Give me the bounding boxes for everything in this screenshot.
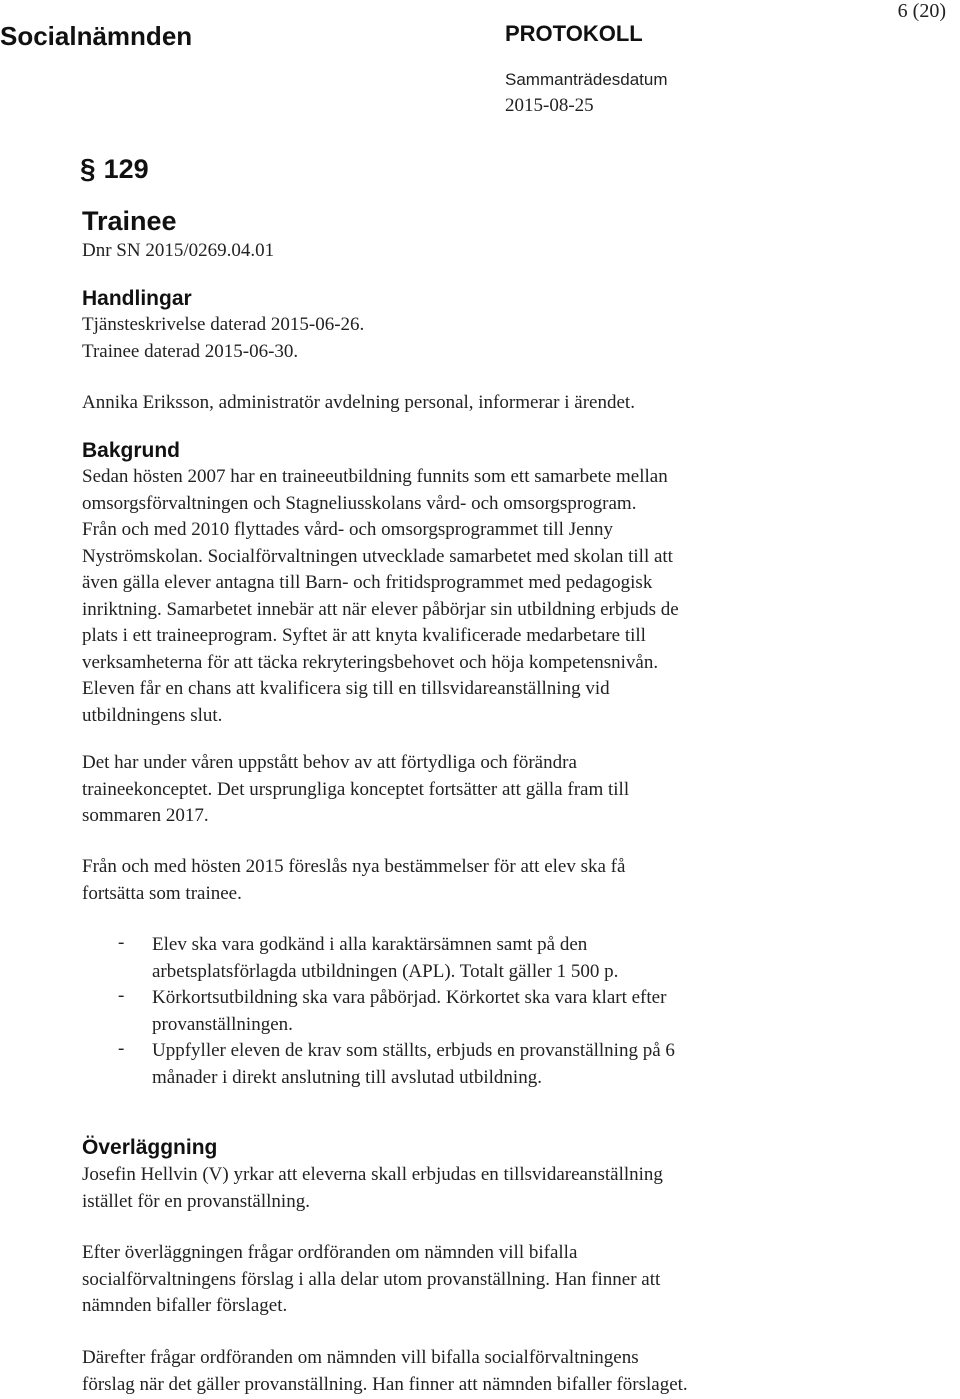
text-line: Från och med 2010 flyttades vård- och omsorgsprogrammet till Jenny <box>82 519 614 540</box>
paragraph-number-value: 129 <box>103 154 149 184</box>
list-item <box>82 985 942 1038</box>
list-item <box>82 932 942 985</box>
text-line: nämnden bifaller förslaget. <box>82 1295 288 1316</box>
dash-bullet-icon: - <box>118 1038 125 1059</box>
text-line: Det har under våren uppstått behov av att förtydliga och förändra <box>82 752 577 773</box>
text-line: fortsätta som trainee. <box>82 882 242 904</box>
section-heading-handlingar: Handlingar <box>82 287 192 310</box>
text-line: Från och med hösten 2015 föreslås nya bestämmelser för att elev ska få <box>82 856 626 877</box>
informant-line: Annika Eriksson, administratör avdelning personal, informerar i ärendet. <box>82 392 635 413</box>
case-reference: Dnr SN 2015/0269.04.01 <box>82 240 275 261</box>
text-line: verksamheterna för att täcka rekryteringsbehovet och höja kompetensnivån. <box>82 651 659 673</box>
bakgrund-paragraph-2 <box>82 750 942 830</box>
text-line: Körkortsutbildning ska vara påbörjad. Körkortet ska vara klart efter <box>152 987 667 1008</box>
section-sign-icon: § <box>80 153 96 184</box>
text-line: förslag när det gäller provanställning. Han finner att nämnden bifaller förslaget. <box>82 1373 688 1395</box>
text-line: Efter överläggningen frågar ordföranden om nämnden vill bifalla <box>82 1242 578 1263</box>
document-line: Trainee daterad 2015-06-30. <box>82 341 299 362</box>
text-line: socialförvaltningens förslag i alla delar utom provanställning. Han finner att <box>82 1268 661 1290</box>
text-line: provanställningen. <box>152 1013 293 1035</box>
bakgrund-paragraph-3 <box>82 854 942 907</box>
text-line: arbetsplatsförlagda utbildningen (APL). Totalt gäller 1 500 p. <box>152 960 619 982</box>
overlaggning-paragraph-1 <box>82 1162 942 1215</box>
text-line: Därefter frågar ordföranden om nämnden vill bifalla socialförvaltningens <box>82 1347 639 1368</box>
section-heading-bakgrund: Bakgrund <box>82 439 181 462</box>
text-line: omsorgsförvaltningen och Stagneliusskolans vård- och omsorgsprogram. <box>82 492 637 514</box>
document-type: PROTOKOLL <box>505 21 643 46</box>
bakgrund-paragraph-1 <box>82 464 942 729</box>
text-line: utbildningens slut. <box>82 704 223 726</box>
list-item <box>82 1038 942 1091</box>
text-line: sommaren 2017. <box>82 805 209 826</box>
page-number: 6 (20) <box>897 0 946 22</box>
case-title: Trainee <box>82 206 177 236</box>
document-line: Tjänsteskrivelse daterad 2015-06-26. <box>82 314 365 335</box>
text-line: istället för en provanställning. <box>82 1190 310 1212</box>
text-line: Eleven får en chans att kvalificera sig till en tillsvidareanställning vid <box>82 678 610 699</box>
requirement-list <box>82 932 942 1091</box>
paragraph-number <box>80 153 149 185</box>
text-line: Josefin Hellvin (V) yrkar att eleverna skall erbjudas en tillsvidareanställning <box>82 1164 663 1185</box>
text-line: Nyströmskolan. Socialförvaltningen utvecklade samarbetet med skolan till att <box>82 545 673 567</box>
text-line: Uppfyller eleven de krav som ställts, erbjuds en provanställning på 6 <box>152 1040 675 1061</box>
overlaggning-paragraph-2 <box>82 1240 942 1320</box>
organization-name: Socialnämnden <box>0 21 193 51</box>
section-heading-overlaggning: Överläggning <box>82 1136 218 1159</box>
text-line: plats i ett traineeprogram. Syftet är att knyta kvalificerade medarbetare till <box>82 625 646 646</box>
text-line: Sedan hösten 2007 har en traineeutbildning funnits som ett samarbete mellan <box>82 466 668 487</box>
text-line: Elev ska vara godkänd i alla karaktärsämnen samt på den <box>152 934 588 955</box>
dash-bullet-icon: - <box>118 985 125 1006</box>
text-line: även gälla elever antagna till Barn- och fritidsprogrammet med pedagogisk <box>82 572 653 593</box>
dash-bullet-icon: - <box>118 932 125 953</box>
overlaggning-paragraph-3 <box>82 1345 942 1398</box>
meeting-date-value: 2015-08-25 <box>505 95 594 116</box>
text-line: inriktning. Samarbetet innebär att när elever påbörjar sin utbildning erbjuds de <box>82 598 679 620</box>
text-line: traineekonceptet. Det ursprungliga konceptet fortsätter att gälla fram till <box>82 778 630 800</box>
text-line: månader i direkt anslutning till avslutad utbildning. <box>152 1066 542 1088</box>
meeting-date-label: Sammanträdesdatum <box>505 70 668 89</box>
